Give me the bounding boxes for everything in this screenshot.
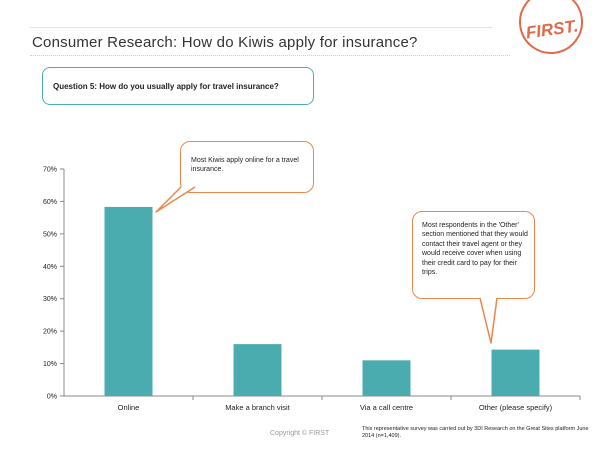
callout-online-pointer (150, 186, 200, 216)
question-text: Question 5: How do you usually apply for travel insurance? (53, 81, 279, 91)
y-tick-label: 60% (42, 198, 57, 206)
bar-other-please-specify (492, 350, 540, 396)
y-tick-label: 70% (42, 166, 57, 174)
x-tick-label: Via a call centre (359, 403, 414, 412)
bar-online (105, 207, 153, 396)
y-tick-label: 20% (42, 328, 57, 336)
x-tick-label: Make a branch visit (225, 403, 290, 412)
y-tick-label: 10% (42, 361, 57, 369)
x-tick-label: Other (please specify) (478, 403, 553, 412)
page-title: Consumer Research: How do Kiwis apply for insurance? (32, 34, 418, 51)
copyright-text: Copyright © FIRST (270, 430, 330, 437)
y-tick-label: 30% (42, 296, 57, 304)
y-tick-label: 0% (46, 393, 57, 401)
callout-other-text: Most respondents in the 'Other' section mentioned that they would contact their travel agent or they would receive cover when using their credit card to pay for their trips. (422, 222, 528, 277)
callout-other-pointer (470, 292, 510, 348)
x-tick-label: Online (117, 403, 140, 412)
bar-make-a-branch-visit (234, 344, 282, 396)
callout-other (412, 211, 535, 299)
logo-text: FIRST. (524, 16, 580, 43)
survey-note: This representative survey was carried out by 3DI Research on the Great Sites platform June 2014 (n=1,409). (362, 426, 589, 440)
y-tick-label: 50% (42, 231, 57, 239)
y-tick-label: 40% (42, 263, 57, 271)
callout-online (180, 141, 314, 193)
callout-online-text: Most Kiwis apply online for a travel insurance. (191, 157, 299, 174)
bar-via-a-call-centre (363, 360, 411, 396)
